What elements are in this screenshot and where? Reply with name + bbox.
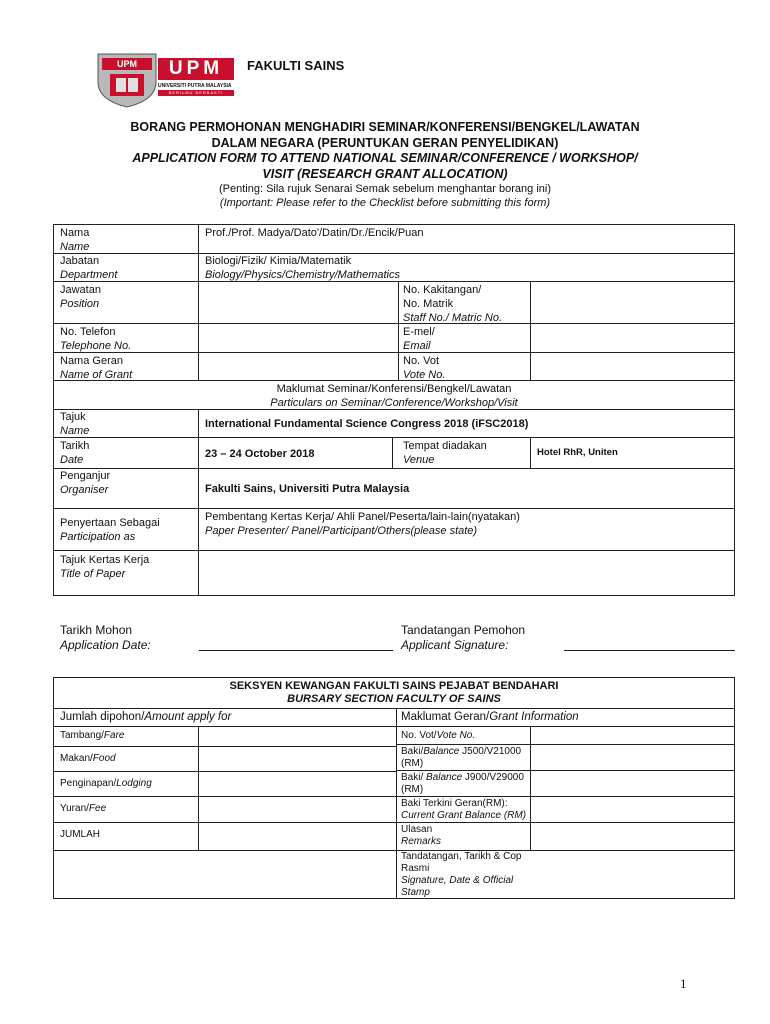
fare-amount-input[interactable] [200, 727, 395, 745]
staff-number-label: No. Kakitangan/ No. Matrik Staff No./ Matric No. [403, 284, 503, 324]
faculty-name: FAKULTI SAINS [247, 58, 345, 73]
organiser-field[interactable]: Fakulti Sains, Universiti Putra Malaysia [205, 483, 410, 495]
lodging-label: Penginapan/Lodging [60, 778, 152, 789]
grant-info-header: Maklumat Geran/Grant Information [401, 711, 579, 723]
food-amount-input[interactable] [200, 747, 395, 770]
applicant-signature-line[interactable] [564, 650, 735, 651]
application-date-label: Tarikh Mohon Application Date: [60, 623, 151, 652]
note-english: (Important: Please refer to the Checklist before submitting this form) [219, 197, 551, 209]
vote-number-label: No. Vot Vote No. [403, 355, 446, 381]
grant-name-label: Nama Geran Name of Grant [60, 355, 133, 381]
total-amount-input[interactable] [200, 823, 395, 849]
paper-title-label: Tajuk Kertas Kerja Title of Paper [60, 554, 150, 580]
balance-j900: Baki/ Balance J900/V29000 (RM) [401, 772, 524, 795]
event-title-field[interactable]: International Fundamental Science Congress 2018 (iFSC2018) [205, 418, 529, 430]
title-line-1: BORANG PERMOHONAN MENGHADIRI SEMINAR/KONFERENSI/BENGKEL/LAWATAN [130, 120, 640, 134]
university-motto: BERILMU BERBAKTI [158, 90, 234, 96]
page-number: 1 [680, 976, 687, 991]
amount-applied-header: Jumlah dipohon/Amount apply for [60, 711, 232, 723]
name-label: Nama Name [60, 227, 90, 253]
note-malay: (Penting: Sila rujuk Senarai Semak sebelum menghantar borang ini) [218, 183, 551, 195]
participation-options[interactable]: Pembentang Kertas Kerja/ Ahli Panel/Peserta/lain-lain(nyatakan) Paper Presenter/ Panel/Participant/Others(please state) [205, 511, 520, 537]
official-stamp-label: Tandatangan, Tarikh & Cop Rasmi Signature, Date & Official Stamp [401, 851, 522, 898]
current-grant-balance: Baki Terkini Geran(RM): Current Grant Balance (RM) [401, 798, 527, 821]
balance-j500: Baki/Balance J500/V21000 (RM) [401, 746, 522, 769]
fee-amount-input[interactable] [200, 797, 395, 821]
upm-crest-icon [96, 52, 158, 108]
title-line-3: APPLICATION FORM TO ATTEND NATIONAL SEMINAR/CONFERENCE / WORKSHOP/ [132, 151, 638, 165]
email-label: E-mel/ Email [403, 326, 435, 352]
form-title [40, 120, 730, 210]
department-label: Jabatan Department [60, 255, 118, 281]
svg-text:UPM: UPM [117, 59, 137, 69]
lodging-amount-input[interactable] [200, 772, 395, 795]
event-title-label: Tajuk Name [60, 411, 90, 437]
remarks-label: Ulasan Remarks [401, 824, 442, 847]
organiser-label: Penganjur Organiser [60, 470, 111, 496]
upm-logo [96, 52, 236, 108]
title-line-2: DALAM NEGARA (PERUNTUKAN GERAN PENYELIDIKAN) [211, 135, 559, 150]
name-field[interactable]: Prof./Prof. Madya/Dato'/Datin/Dr./Encik/Puan [205, 227, 424, 239]
fee-label: Yuran/Fee [60, 803, 107, 814]
food-label: Makan/Food [60, 753, 116, 764]
fare-label: Tambang/Fare [60, 730, 125, 741]
venue-field[interactable]: Hotel RhR, Uniten [537, 447, 618, 458]
telephone-label: No. Telefon Telephone No. [60, 326, 132, 352]
university-name: UNIVERSITI PUTRA MALAYSIA [158, 83, 232, 89]
position-label: Jawatan Position [60, 284, 101, 310]
total-label: JUMLAH [60, 829, 101, 840]
title-line-4: VISIT (RESEARCH GRANT ALLOCATION) [262, 166, 508, 181]
paper-title-field[interactable] [200, 552, 733, 594]
event-date-field[interactable]: 23 – 24 October 2018 [205, 448, 315, 460]
venue-label: Tempat diadakan Venue [403, 440, 487, 466]
participation-label: Penyertaan Sebagai Participation as [60, 517, 160, 543]
bursary-vote-number: No. Vot/Vote No. [401, 730, 476, 741]
particulars-header: Maklumat Seminar/Konferensi/Bengkel/Lawatan Particulars on Seminar/Conference/Workshop/Visit [270, 383, 518, 409]
department-field[interactable]: Biologi/Fizik/ Kimia/Matematik Biology/Physics/Chemistry/Mathematics [205, 255, 401, 281]
event-date-label: Tarikh Date [60, 440, 90, 466]
applicant-signature-label: Tandatangan Pemohon Applicant Signature: [401, 623, 526, 652]
upm-logo-wordmark: UPM [158, 58, 234, 80]
application-date-line[interactable] [199, 650, 393, 651]
bursary-header: SEKSYEN KEWANGAN FAKULTI SAINS PEJABAT BENDAHARI BURSARY SECTION FACULTY OF SAINS [229, 680, 559, 705]
